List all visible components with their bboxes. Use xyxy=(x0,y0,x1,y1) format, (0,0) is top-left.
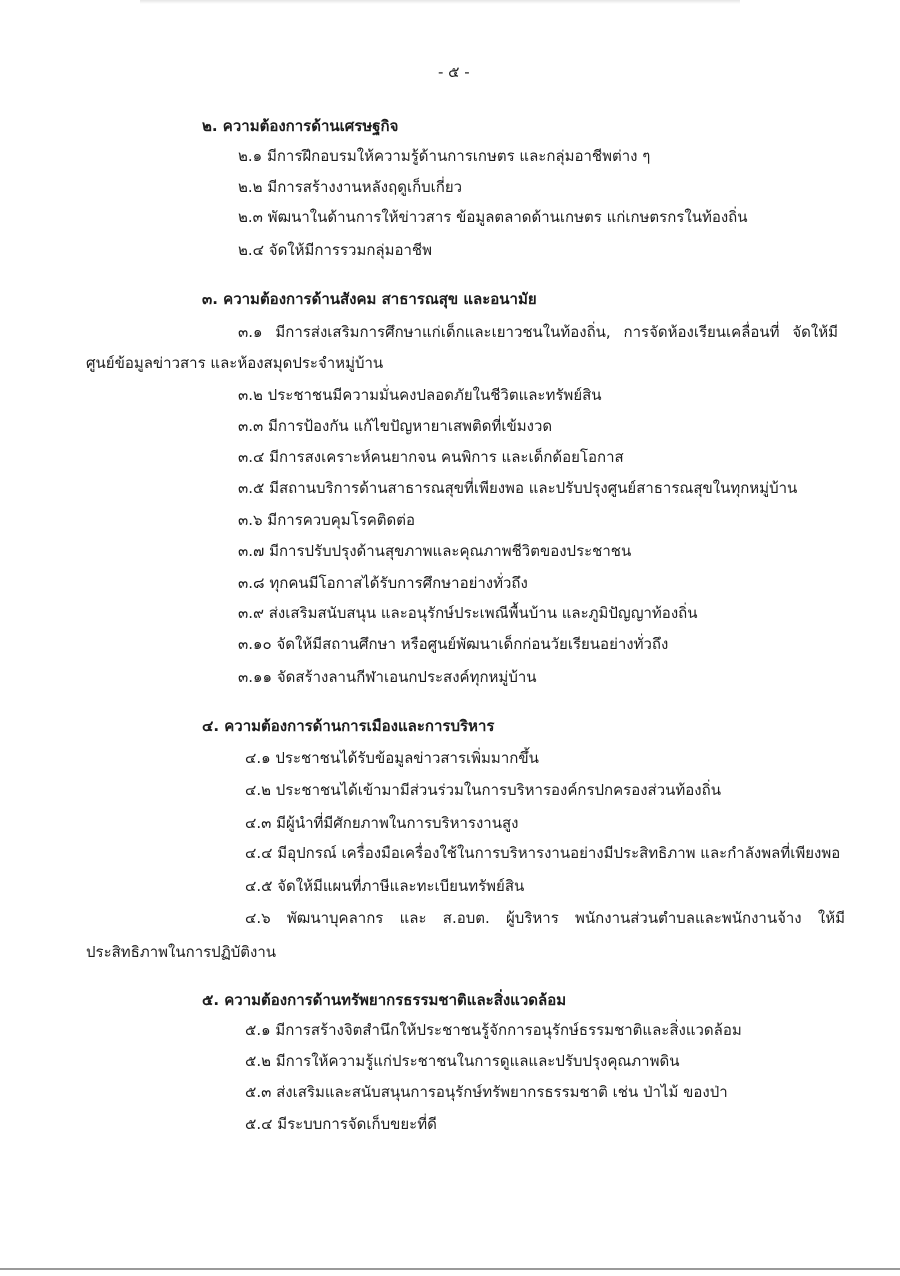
section-3-item: ๓.๖ มีการควบคุมโรคติดต่อ xyxy=(238,511,416,529)
section-3-item: ๓.๗ มีการปรับปรุงด้านสุขภาพและคุณภาพชีวิตของประชาชน xyxy=(238,542,632,560)
section-4-item-continuation: ประสิทธิภาพในการปฏิบัติงาน xyxy=(86,943,277,961)
section-4-item: ๔.๒ ประชาชนได้เข้ามามีส่วนร่วมในการบริหารองค์กรปกครองส่วนท้องถิ่น xyxy=(245,781,721,799)
section-2-item: ๒.๑ มีการฝึกอบรมให้ความรู้ด้านการเกษตร และกลุ่มอาชีพต่าง ๆ xyxy=(238,147,651,165)
page-bottom-edge xyxy=(0,1268,900,1270)
section-4-item: ๔.๑ ประชาชนได้รับข้อมูลข่าวสารเพิ่มมากขึ้น xyxy=(245,749,539,767)
page-number: - ๕ - xyxy=(438,63,470,81)
section-4-item: ๔.๕ จัดให้มีแผนที่ภาษีและทะเบียนทรัพย์สิน xyxy=(245,877,525,895)
section-5-heading: ๕. ความต้องการด้านทรัพยากรธรรมชาติและสิ่งแวดล้อม xyxy=(202,991,567,1009)
section-3-item: ๓.๒ ประชาชนมีความมั่นคงปลอดภัยในชีวิตและทรัพย์สิน xyxy=(238,386,602,404)
section-3-item: ๓.๔ มีการสงเคราะห์คนยากจน คนพิการ และเด็กด้อยโอกาส xyxy=(238,448,624,466)
section-3-item: ๓.๑๑ จัดสร้างลานกีฬาเอนกประสงค์ทุกหมู่บ้าน xyxy=(238,668,537,686)
section-2-heading: ๒. ความต้องการด้านเศรษฐกิจ xyxy=(202,117,399,135)
section-2-item: ๒.๒ มีการสร้างงานหลังฤดูเก็บเกี่ยว xyxy=(238,178,463,196)
scan-artifact xyxy=(140,0,740,4)
section-5-item: ๕.๔ มีระบบการจัดเก็บขยะที่ดี xyxy=(245,1115,437,1133)
section-3-item: ๓.๑๐ จัดให้มีสถานศึกษา หรือศูนย์พัฒนาเด็กก่อนวัยเรียนอย่างทั่วถึง xyxy=(238,635,669,653)
section-3-item: ๓.๓ มีการป้องกัน แก้ไขปัญหายาเสพติดที่เข้มงวด xyxy=(238,417,553,435)
section-3-item: ๓.๑ มีการส่งเสริมการศึกษาแก่เด็กและเยาวชนในท้องถิ่น, การจัดห้องเรียนเคลื่อนที่ จัดให้มี xyxy=(238,323,838,341)
section-2-item: ๒.๔ จัดให้มีการรวมกลุ่มอาชีพ xyxy=(238,241,432,259)
section-4-heading: ๔. ความต้องการด้านการเมืองและการบริหาร xyxy=(202,717,495,735)
section-3-item: ๓.๙ ส่งเสริมสนับสนุน และอนุรักษ์ประเพณีพื้นบ้าน และภูมิปัญญาท้องถิ่น xyxy=(238,604,698,622)
section-5-item: ๕.๓ ส่งเสริมและสนับสนุนการอนุรักษ์ทรัพยากรธรรมชาติ เช่น ป่าไม้ ของป่า xyxy=(245,1083,728,1101)
section-3-heading: ๓. ความต้องการด้านสังคม สาธารณสุข และอนามัย xyxy=(202,290,537,308)
section-3-item: ๓.๕ มีสถานบริการด้านสาธารณสุขที่เพียงพอ และปรับปรุงศูนย์สาธารณสุขในทุกหมู่บ้าน xyxy=(238,479,798,497)
section-3-item-continuation: ศูนย์ข้อมูลข่าวสาร และห้องสมุดประจำหมู่บ้าน xyxy=(86,354,384,372)
section-4-item: ๔.๔ มีอุปกรณ์ เครื่องมือเครื่องใช้ในการบริหารงานอย่างมีประสิทธิภาพ และกำลังพลที่เพียงพอ xyxy=(245,844,841,862)
section-5-item: ๕.๒ มีการให้ความรู้แก่ประชาชนในการดูแลและปรับปรุงคุณภาพดิน xyxy=(245,1052,680,1070)
section-4-item: ๔.๖ พัฒนาบุคลากร และ ส.อบต. ผู้บริหาร พนักงานส่วนตำบลและพนักงานจ้าง ให้มี xyxy=(245,909,845,927)
section-3-item: ๓.๘ ทุกคนมีโอกาสได้รับการศึกษาอย่างทั่วถึง xyxy=(238,574,528,592)
section-2-item: ๒.๓ พัฒนาในด้านการให้ข่าวสาร ข้อมูลตลาดด้านเกษตร แก่เกษตรกรในท้องถิ่น xyxy=(238,208,748,226)
section-5-item: ๕.๑ มีการสร้างจิตสำนึกให้ประชาชนรู้จักการอนุรักษ์ธรรมชาติและสิ่งแวดล้อม xyxy=(245,1021,742,1039)
section-4-item: ๔.๓ มีผู้นำที่มีศักยภาพในการบริหารงานสูง xyxy=(245,814,519,832)
